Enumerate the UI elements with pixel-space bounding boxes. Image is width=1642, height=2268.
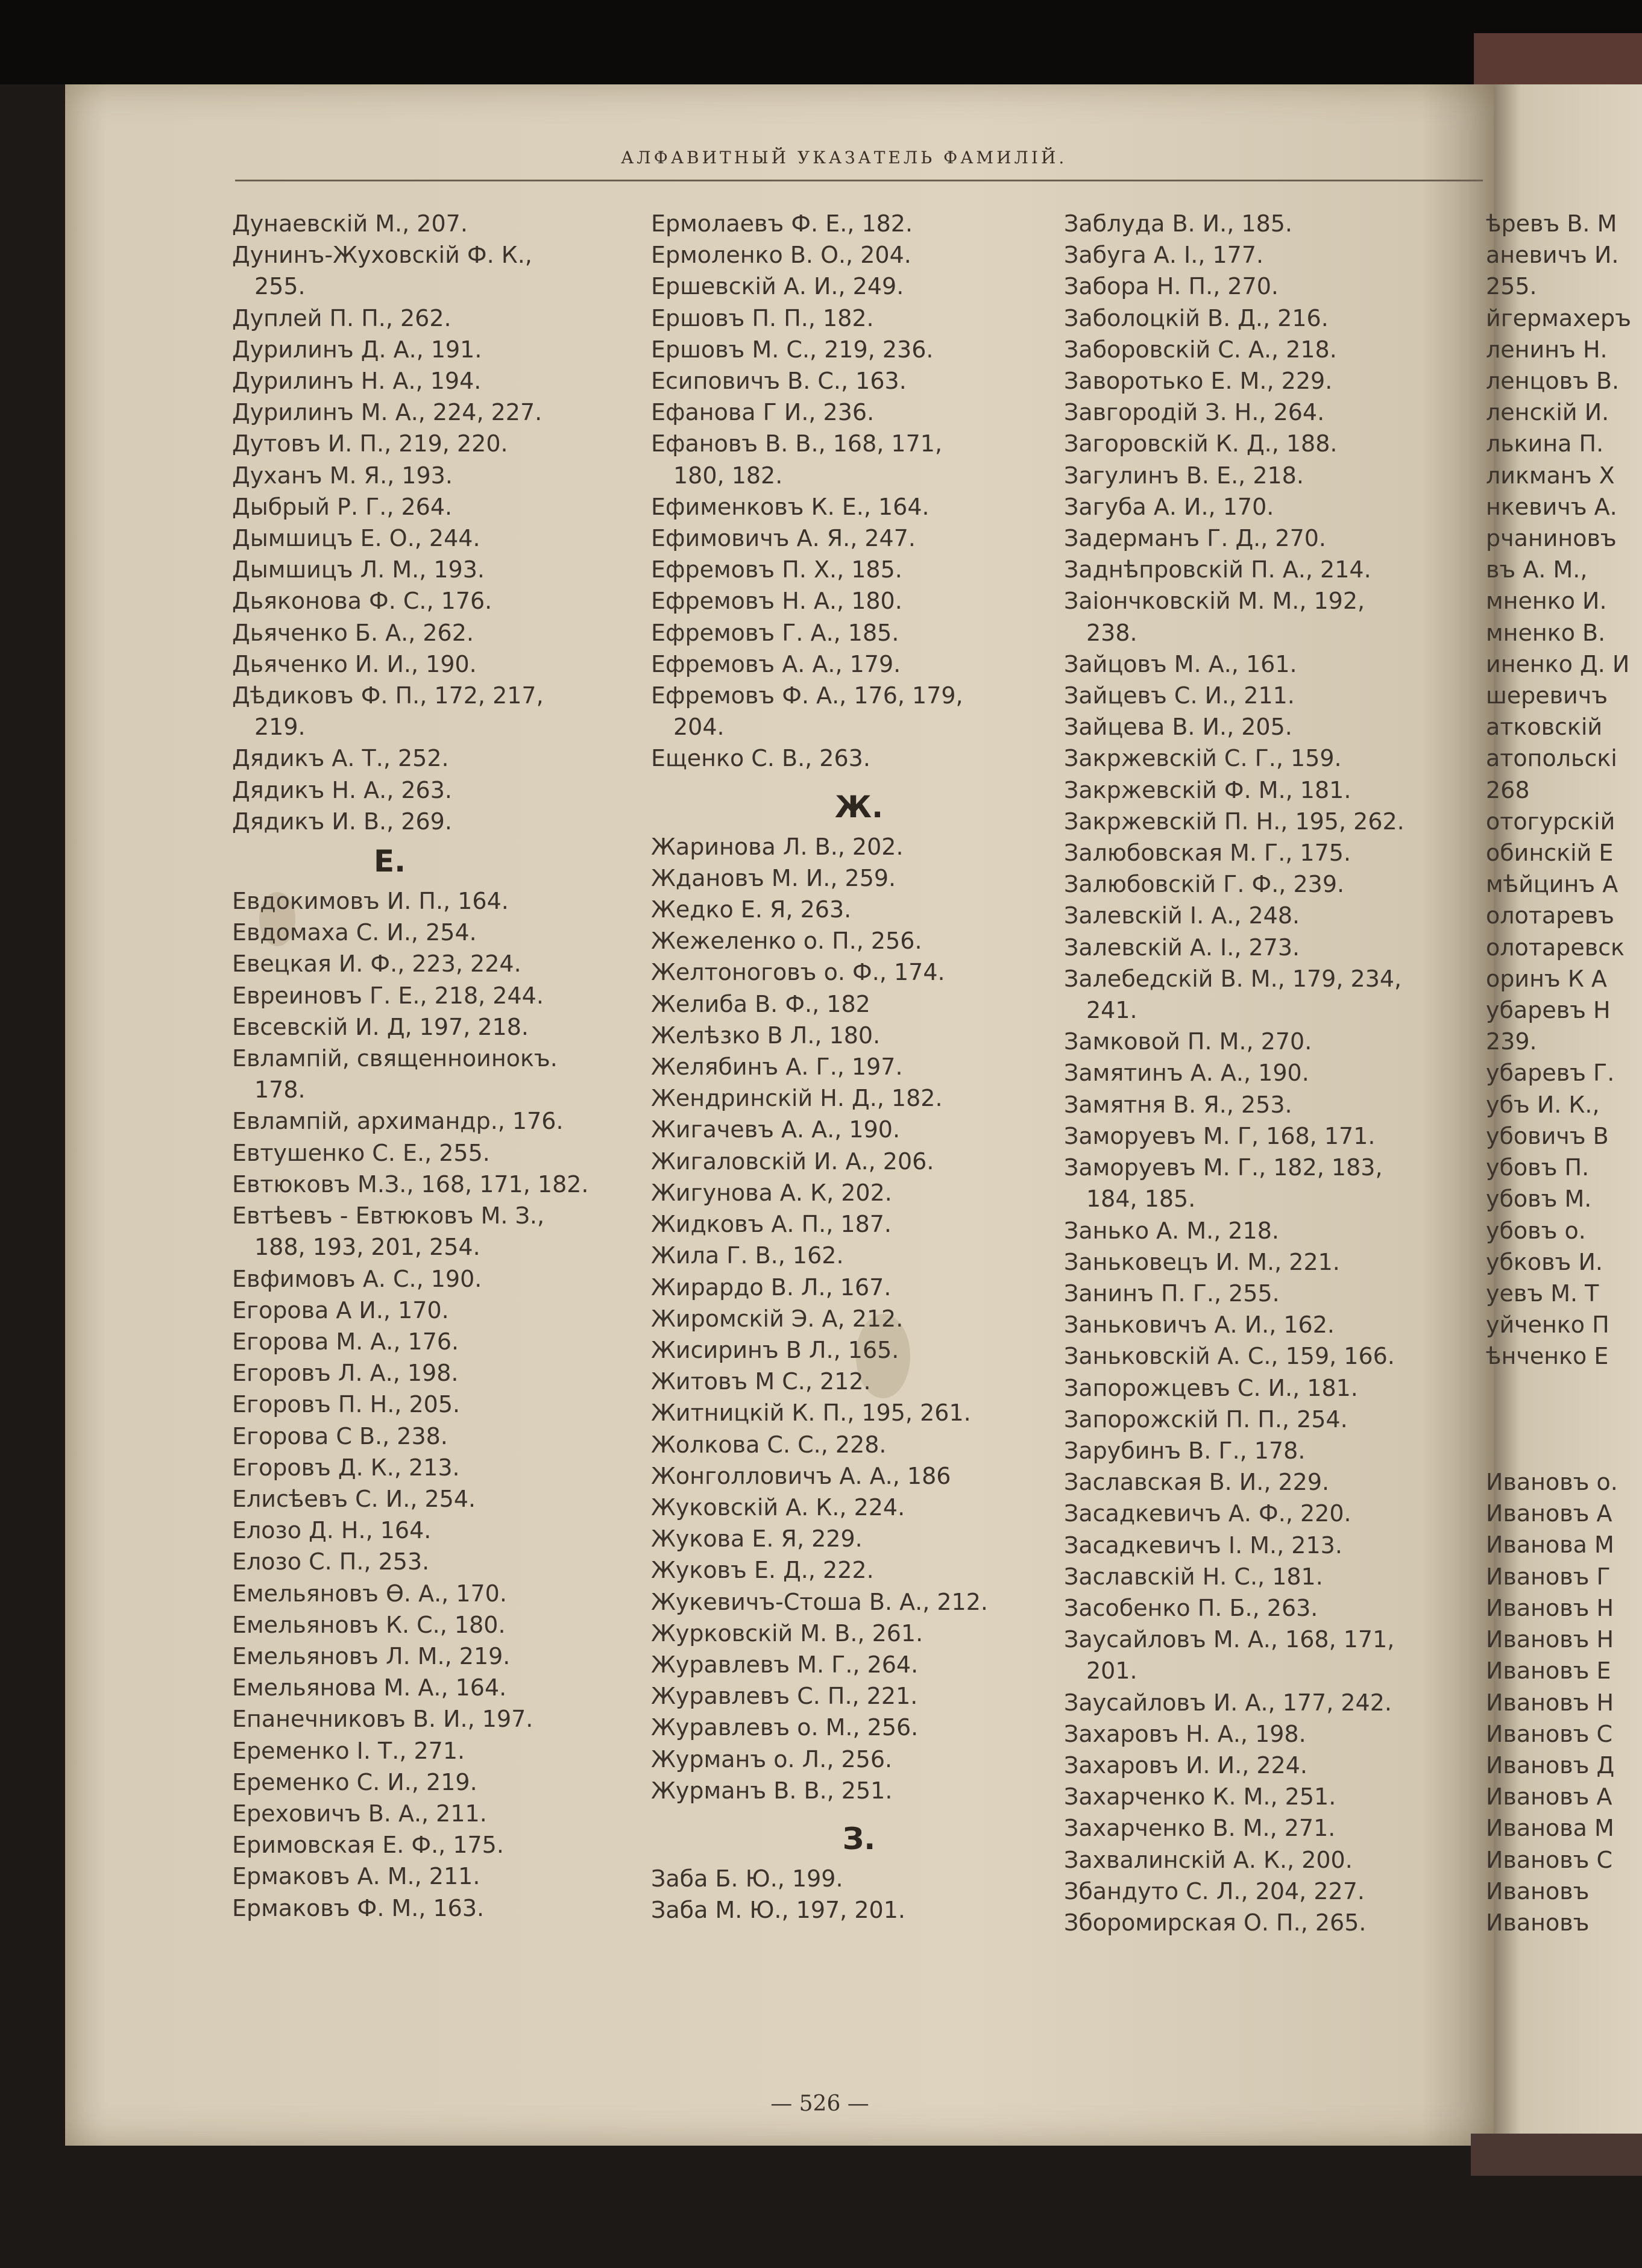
index-entry: Ивановъ А [1486, 1500, 1612, 1527]
index-entry: Еримовская Е. Ф., 175. [232, 1832, 504, 1859]
index-entry: Епанечниковъ В. И., 197. [232, 1706, 533, 1733]
index-entry: Евтюковъ М.З., 168, 171, 182. [232, 1170, 589, 1198]
index-entry: Ершевскій А. И., 249. [651, 273, 904, 300]
index-entry: Заморуевъ М. Г, 168, 171. [1064, 1122, 1376, 1149]
index-entry: 219. [254, 714, 306, 741]
index-entry: Дымшицъ Л. М., 193. [232, 556, 485, 583]
index-entry: мѣйцинъ А [1486, 871, 1618, 898]
index-entry: Духанъ М. Я., 193. [232, 462, 453, 489]
index-entry: Заславскій Н. С., 181. [1064, 1563, 1323, 1590]
index-entry: ликманъ Х [1486, 462, 1615, 489]
index-entry: Евлампій, архимандр., 176. [232, 1108, 564, 1135]
index-entry: шеревичъ [1486, 682, 1608, 709]
index-entry: Егоровъ Л. А., 198. [232, 1360, 459, 1387]
index-entry: Ивановъ [1486, 1877, 1590, 1905]
index-entry: Журковскій М. В., 261. [651, 1619, 923, 1647]
index-entry: Заба Б. Ю., 199. [651, 1865, 843, 1892]
index-entry: Дьяченко И. И., 190. [232, 650, 477, 677]
index-entry: Ефремовъ Г. А., 185. [651, 619, 899, 646]
index-entry: Жонголловичъ А. А., 186 [651, 1462, 951, 1489]
index-entry: Желябинъ А. Г., 197. [651, 1054, 903, 1081]
index-entry: убовичъ В [1486, 1122, 1609, 1149]
index-entry: Дыбрый Р. Г., 264. [232, 493, 453, 520]
index-entry: Занько А. М., 218. [1064, 1217, 1279, 1244]
index-entry: Заба М. Ю., 197, 201. [651, 1897, 905, 1924]
index-entry: Дядикъ Н. А., 263. [232, 776, 452, 803]
index-entry: Замятня В. Я., 253. [1064, 1091, 1292, 1118]
index-entry: Дядикъ А. Т., 252. [232, 745, 449, 772]
index-entry: Ершовъ М. С., 219, 236. [651, 336, 934, 363]
index-entry: Заморуевъ М. Г., 182, 183, [1064, 1154, 1383, 1181]
index-entry: Залюбовскій Г. Ф., 239. [1064, 871, 1345, 898]
index-entry: Желѣзко В Л., 180. [651, 1022, 881, 1049]
index-entry: Заіончковскій М. М., 192, [1064, 588, 1365, 615]
index-entry: Замковой П. М., 270. [1064, 1028, 1312, 1055]
index-entry: убовъ П. [1486, 1154, 1590, 1181]
index-entry: Елозо Д. Н., 164. [232, 1517, 432, 1544]
index-entry: 204. [673, 714, 725, 741]
section-letter: Е. [374, 844, 406, 879]
index-entry: Заньковичъ А. И., 162. [1064, 1311, 1335, 1339]
index-entry: Емельяновъ Ѳ. А., 170. [232, 1580, 507, 1607]
index-entry: Журманъ В. В., 251. [651, 1777, 893, 1804]
index-entry: йгермахеръ [1486, 304, 1631, 331]
index-entry: Закржевскій Ф. М., 181. [1064, 776, 1351, 803]
index-entry: Дядикъ И. В., 269. [232, 808, 452, 835]
index-entry: Житницкій К. П., 195, 261. [651, 1399, 971, 1427]
index-entry: 255. [254, 273, 306, 300]
index-entry: Жила Г. В., 162. [651, 1242, 844, 1269]
index-entry: Ивановъ С [1486, 1846, 1613, 1873]
index-entry: Зайцевъ С. И., 211. [1064, 682, 1295, 709]
index-entry: Иванова М [1486, 1815, 1614, 1842]
index-entry: Ермолаевъ Ф. Е., 182. [651, 210, 913, 237]
index-entry: Ивановъ Е [1486, 1657, 1611, 1685]
index-entry: Ещенко С. В., 263. [651, 745, 870, 772]
index-entry: Елозо С. П., 253. [232, 1548, 430, 1575]
index-entry: Засадкевичъ І. М., 213. [1064, 1531, 1342, 1559]
index-entry: Ивановъ Г [1486, 1563, 1611, 1590]
index-entry: ленцовъ В. [1486, 368, 1620, 395]
index-entry: Захарченко В. М., 271. [1064, 1815, 1336, 1842]
index-entry: Жукова Е. Я, 229. [651, 1525, 863, 1553]
index-entry: 241. [1086, 997, 1137, 1024]
index-entry: Дурилинъ М. А., 224, 227. [232, 399, 543, 426]
index-entry: убовъ о. [1486, 1217, 1586, 1244]
index-entry: Забора Н. П., 270. [1064, 273, 1279, 300]
index-entry: Ивановъ Н [1486, 1689, 1614, 1716]
index-entry: Заусайловъ И. А., 177, 242. [1064, 1689, 1392, 1716]
index-entry: мненко И. [1486, 588, 1607, 615]
index-entry: Зборомирская О. П., 265. [1064, 1909, 1367, 1936]
index-entry: Егорова С В., 238. [232, 1422, 448, 1450]
index-entry: Задерманъ Г. Д., 270. [1064, 525, 1327, 552]
index-entry: олотаревъ [1486, 902, 1614, 929]
index-entry: Журавлевъ С. П., 221. [651, 1683, 918, 1710]
index-entry: Ермаковъ Ф. М., 163. [232, 1894, 485, 1921]
index-entry: ѣревъ В. М [1486, 210, 1617, 237]
index-entry: Жаринова Л. В., 202. [651, 833, 904, 860]
section-gap [1486, 1404, 1642, 1435]
index-entry: Захаровъ И. И., 224. [1064, 1751, 1307, 1779]
index-entry: Ивановъ А [1486, 1783, 1612, 1811]
index-entry: Заднѣпровскій П. А., 214. [1064, 556, 1371, 583]
index-entry: ленинъ Н. [1486, 336, 1608, 363]
index-entry: Ивановъ о. [1486, 1469, 1618, 1496]
index-entry: Есиповичъ В. С., 163. [651, 368, 907, 395]
section-letter: Ж. [834, 789, 884, 825]
index-entry: оринъ К А [1486, 965, 1607, 992]
index-entry: уйченко П [1486, 1311, 1609, 1339]
index-entry: Жендринскій Н. Д., 182. [651, 1085, 943, 1112]
index-entry: Залевскій А. І., 273. [1064, 934, 1300, 961]
index-entry: Ефремовъ Н. А., 180. [651, 588, 902, 615]
index-entry: 255. [1486, 273, 1537, 300]
index-entry: Ереховичъ В. А., 211. [232, 1800, 487, 1827]
index-entry: Заболоцкій В. Д., 216. [1064, 304, 1329, 331]
index-entry: Дурилинъ Н. А., 194. [232, 368, 482, 395]
index-column-2 [651, 208, 1067, 1926]
index-entry: убовъ М. [1486, 1186, 1592, 1213]
index-entry: 184, 185. [1086, 1186, 1196, 1213]
index-entry: 201. [1086, 1657, 1137, 1685]
index-entry: Журманъ о. Л., 256. [651, 1745, 893, 1773]
index-entry: Евтѣевъ - Евтюковъ М. З., [232, 1202, 545, 1230]
index-entry: Евфимовъ А. С., 190. [232, 1265, 482, 1292]
index-entry: Ивановъ [1486, 1909, 1590, 1936]
index-entry: Евецкая И. Ф., 223, 224. [232, 950, 521, 978]
section-gap [1486, 1435, 1642, 1466]
book-cover-edge [1474, 33, 1642, 90]
index-entry: Завгородій З. Н., 264. [1064, 399, 1325, 426]
index-entry: Ефанова Г И., 236. [651, 399, 875, 426]
index-entry: Жигунова А. К, 202. [651, 1179, 892, 1206]
index-entry: Залебедскій В. М., 179, 234, [1064, 965, 1402, 992]
index-entry: 238. [1086, 619, 1137, 646]
index-entry: Жисиринъ В Л., 165. [651, 1336, 899, 1363]
index-entry: Ефименковъ К. Е., 164. [651, 493, 930, 520]
index-entry: Жуковскій А. К., 224. [651, 1494, 905, 1521]
index-entry: Жежеленко о. П., 256. [651, 928, 922, 955]
index-entry: убъ И. К., [1486, 1091, 1600, 1118]
index-entry: Жигачевъ А. А., 190. [651, 1116, 901, 1143]
index-entry: Дутовъ И. П., 219, 220. [232, 430, 508, 457]
index-entry: Ефремовъ Ф. А., 176, 179, [651, 682, 963, 709]
page-number: — 526 — [770, 2091, 869, 2116]
index-entry: Занинъ П. Г., 255. [1064, 1280, 1280, 1307]
index-entry: ленскій И. [1486, 399, 1609, 426]
index-entry: Евдомаха С. И., 254. [232, 919, 477, 946]
index-entry: Ефимовичъ А. Я., 247. [651, 525, 916, 552]
index-entry: Захаровъ Н. А., 198. [1064, 1720, 1306, 1747]
header-rule [235, 180, 1483, 181]
index-entry: Ершовъ П. П., 182. [651, 304, 874, 331]
index-entry: Замятинъ А. А., 190. [1064, 1060, 1309, 1087]
index-entry: Журавлевъ о. М., 256. [651, 1714, 919, 1741]
index-entry: Еременко І. Т., 271. [232, 1737, 465, 1764]
index-entry: Дунаевскій М., 207. [232, 210, 468, 237]
section-gap [1486, 1372, 1642, 1404]
index-entry: Дурилинъ Д. А., 191. [232, 336, 482, 363]
index-entry: Залюбовская М. Г., 175. [1064, 840, 1351, 867]
index-entry: лькина П. [1486, 430, 1604, 457]
index-entry: олотаревск [1486, 934, 1625, 961]
index-column-4-cropped [1486, 208, 1642, 1938]
index-entry: Захарченко К. М., 251. [1064, 1783, 1336, 1811]
index-entry: Ермаковъ А. М., 211. [232, 1863, 480, 1890]
index-entry: Жигаловскій И. А., 206. [651, 1148, 934, 1175]
index-entry: Еременко С. И., 219. [232, 1768, 477, 1795]
index-entry: Загоровскій К. Д., 188. [1064, 430, 1338, 457]
index-entry: Заньковецъ И. М., 221. [1064, 1248, 1340, 1275]
index-entry: Дьяконова Ф. С., 176. [232, 588, 492, 615]
index-entry: Ивановъ С [1486, 1720, 1613, 1747]
index-entry: нкевичъ А. [1486, 493, 1617, 520]
index-entry: Закржевскій С. Г., 159. [1064, 745, 1342, 772]
index-entry: Зайцева В. И., 205. [1064, 714, 1292, 741]
index-entry: Елисѣевъ С. И., 254. [232, 1485, 476, 1512]
index-entry: Евсевскій И. Д, 197, 218. [232, 1013, 529, 1040]
index-entry: Ефремовъ П. Х., 185. [651, 556, 902, 583]
index-entry: Ждановъ М. И., 259. [651, 864, 896, 891]
index-entry: Заворотько Е. М., 229. [1064, 368, 1333, 395]
index-entry: Дуплей П. П., 262. [232, 304, 451, 331]
index-entry: Ефановъ В. В., 168, 171, [651, 430, 943, 457]
index-entry: Егоровъ Д. К., 213. [232, 1454, 460, 1481]
index-entry: отогурскій [1486, 808, 1615, 835]
index-entry: 180, 182. [673, 462, 783, 489]
index-entry: Емельянова М. А., 164. [232, 1674, 507, 1701]
index-entry: 239. [1486, 1028, 1537, 1055]
index-entry: иненко Д. И [1486, 650, 1630, 677]
index-entry: Евреиновъ Г. Е., 218, 244. [232, 982, 544, 1009]
index-entry: Жуковъ Е. Д., 222. [651, 1557, 874, 1584]
index-entry: Желтоноговъ о. Ф., 174. [651, 959, 945, 986]
index-column-3 [1064, 208, 1480, 1938]
index-entry: Заборовскій С. А., 218. [1064, 336, 1337, 363]
index-entry: Емельяновъ К. С., 180. [232, 1611, 506, 1638]
index-entry: Дѣдиковъ Ф. П., 172, 217, [232, 682, 544, 709]
index-entry: убаревъ Н [1486, 997, 1611, 1024]
index-entry: мненко В. [1486, 619, 1606, 646]
index-entry: Журавлевъ М. Г., 264. [651, 1651, 919, 1678]
index-entry: Жиромскій Э. А, 212. [651, 1305, 904, 1332]
index-entry: Запорожцевъ С. И., 181. [1064, 1374, 1358, 1401]
index-entry: 188, 193, 201, 254. [254, 1234, 480, 1261]
index-entry: Засобенко П. Б., 263. [1064, 1594, 1318, 1621]
section-letter: З. [842, 1821, 876, 1856]
index-entry: Зарубинъ В. Г., 178. [1064, 1437, 1306, 1464]
index-entry: Засадкевичъ А. Ф., 220. [1064, 1500, 1351, 1527]
index-entry: Заньковскій А. С., 159, 166. [1064, 1343, 1395, 1370]
index-entry: уевъ М. Т [1486, 1280, 1599, 1307]
index-entry: Желиба В. Ф., 182 [651, 990, 870, 1017]
index-entry: Ивановъ Н [1486, 1626, 1614, 1653]
index-entry: Ивановъ Д [1486, 1751, 1615, 1779]
index-entry: Заусайловъ М. А., 168, 171, [1064, 1626, 1395, 1653]
index-entry: убковъ И. [1486, 1248, 1603, 1275]
index-entry: Жолкова С. С., 228. [651, 1431, 887, 1458]
index-entry: атковскій [1486, 714, 1603, 741]
index-entry: Забуга А. І., 177. [1064, 242, 1264, 269]
index-entry: Жидковъ А. П., 187. [651, 1211, 892, 1238]
index-entry: Дымшицъ Е. О., 244. [232, 525, 480, 552]
index-entry: Иванова М [1486, 1531, 1614, 1559]
index-entry: обинскій Е [1486, 840, 1614, 867]
index-entry: атопольскі [1486, 745, 1617, 772]
page-header: АЛФАВИТНЫЙ УКАЗАТЕЛЬ ФАМИЛІЙ. [621, 148, 1068, 168]
index-entry: Евтушенко С. Е., 255. [232, 1139, 490, 1166]
book-cover-edge-bottom [1471, 2134, 1642, 2176]
index-entry: Загуба А. И., 170. [1064, 493, 1274, 520]
index-entry: Заблуда В. И., 185. [1064, 210, 1292, 237]
index-entry: аневичъ И. [1486, 242, 1619, 269]
book-spread-background [0, 0, 1642, 84]
index-entry: Запорожскій П. П., 254. [1064, 1406, 1348, 1433]
index-entry: Жирардо В. Л., 167. [651, 1274, 892, 1301]
index-entry: Загулинъ В. Е., 218. [1064, 462, 1304, 489]
index-entry: Ермоленко В. О., 204. [651, 242, 911, 269]
index-entry: Збандуто С. Л., 204, 227. [1064, 1877, 1365, 1905]
index-entry: Евлампій, священноинокъ. [232, 1045, 558, 1072]
index-entry: Егорова М. А., 176. [232, 1328, 459, 1355]
index-entry: Жукевичъ-Стоша В. А., 212. [651, 1588, 988, 1615]
index-entry: Ефремовъ А. А., 179. [651, 650, 901, 677]
index-entry: убаревъ Г. [1486, 1060, 1615, 1087]
index-entry: Закржевскій П. Н., 195, 262. [1064, 808, 1405, 835]
index-entry: Емельяновъ Л. М., 219. [232, 1642, 511, 1670]
index-entry: Жедко Е. Я, 263. [651, 896, 852, 923]
index-entry: въ А. М., [1486, 556, 1588, 583]
index-entry: Захвалинскій А. К., 200. [1064, 1846, 1353, 1873]
index-entry: ѣнченко Е [1486, 1343, 1609, 1370]
index-entry: Егорова А И., 170. [232, 1296, 449, 1324]
index-entry: Заславская В. И., 229. [1064, 1469, 1330, 1496]
index-entry: рчаниновъ [1486, 525, 1617, 552]
index-entry: Дунинъ-Жуховскій Ф. К., [232, 242, 532, 269]
index-entry: Ивановъ Н [1486, 1594, 1614, 1621]
index-entry: Залевскій І. А., 248. [1064, 902, 1300, 929]
index-entry: Евдокимовъ И. П., 164. [232, 888, 509, 915]
index-entry: 268 [1486, 776, 1530, 803]
index-entry: Дьяченко Б. А., 262. [232, 619, 474, 646]
index-entry: 178. [254, 1076, 306, 1104]
index-entry: Житовъ М С., 212. [651, 1368, 871, 1395]
index-entry: Зайцовъ М. А., 161. [1064, 650, 1297, 677]
index-column-1 [232, 208, 648, 1924]
index-entry: Егоровъ П. Н., 205. [232, 1391, 461, 1418]
